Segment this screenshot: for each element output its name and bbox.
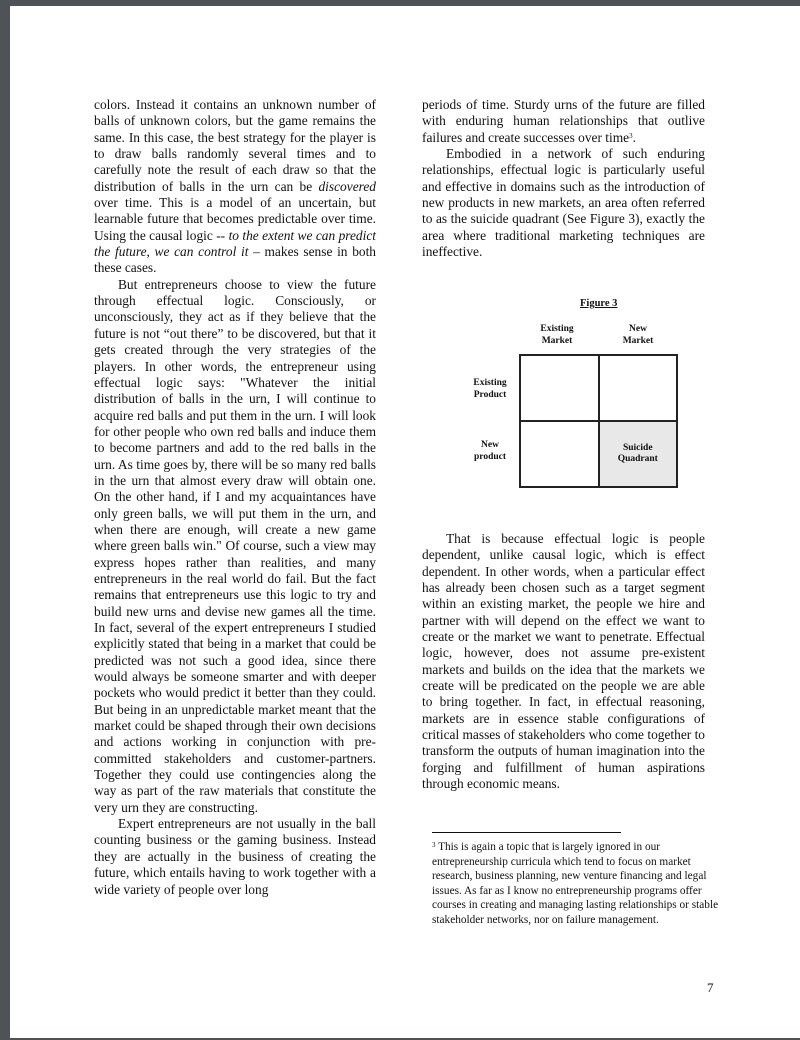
header-line: Existing <box>540 324 574 334</box>
footnote-text: This is again a topic that is largely ignored in our entrepreneurship curricula which tend to focus on market research, business planning, new venture financing and legal issues. As far as I know no entrepreneurship programs offer courses in creating and managing lasting relationships or stable stakeholder networks, nor on failure management. <box>432 841 719 926</box>
header-line: Product <box>473 389 507 400</box>
italic-text: to the extent we can predict the future, we can control it <box>94 227 376 260</box>
quadrant-grid <box>519 354 678 488</box>
footnote-reference[interactable]: 3 <box>629 131 633 140</box>
figure-title: Figure 3 <box>580 298 618 309</box>
paragraph: But entrepreneurs choose to view the future through effectual logic. Consciously, or unconsciously, they act as if they believe that the future is not “out there” to be discovered, but that it gets created through the very strategies of the players. In other words, the entrepreneur using effectual logic says: "Whatever the initial distribution of balls in the urn, I will continue to acquire red balls and put them in the urn. I will look for other people who own red balls and induce them to become partners and add to the red balls in the urn. As time goes by, there will be so many red balls in the urn that almost every draw will obtain one. On the other hand, if I and my acquaintances have only green balls, we will put them in the urn, and when there are enough, will create a new game where green balls win." Of course, such a view may express hopes rather than realities, and many entrepreneurs in the real world do fail. But the fact remains that entrepreneurs use this logic to try and build new urns and devise new games all the time. In fact, several of the expert entrepreneurs I studied explicitly stated that being in a market that could be predicted was not such a good idea, since there would always be someone smarter and with deeper pockets who would predict it better than they could. But being in an unpredictable market meant that the market could be shaped through their own decisions and actions working in conjunction with pre-committed stakeholders and customer-partners. Together they could use contingencies along the way as part of the raw materials that constitute the very urn they are constructing. <box>94 276 376 815</box>
quadrant-new-product-existing-market <box>520 421 599 487</box>
row-header-existing-product <box>460 378 520 401</box>
text-run: colors. Instead it contains an unknown number of balls of unknown colors, but the game remains the same. In this case, the best strategy for the player is to draw balls randomly several times and to carefully note the result of each draw so that the distribution of balls in the urn can be <box>94 97 376 194</box>
text-run: . <box>632 129 636 145</box>
row-header-new-product <box>460 440 520 463</box>
text-run: periods of time. Sturdy urns of the future are filled with enduring human relationships that outlive failures and create successes over time <box>422 97 705 145</box>
header-line: Market <box>541 335 573 346</box>
paragraph <box>94 97 376 277</box>
quadrant-existing-product-existing-market <box>520 355 599 421</box>
text-run: over time. This is a model of an uncertain, but learnable future that becomes predictable over time. Using the causal logic -- <box>94 195 376 243</box>
header-line: Existing <box>473 378 507 388</box>
left-column <box>94 97 376 898</box>
cell-line: Quadrant <box>617 454 658 464</box>
column-header-new-market <box>603 324 673 347</box>
page-number: 7 <box>707 980 714 995</box>
footnote-separator <box>432 832 621 833</box>
paragraph: Expert entrepreneurs are not usually in the ball counting business or the gaming business. Instead they are actually in the business of creating the future, which entails having to work together with a wide variety of people over long <box>94 816 376 897</box>
right-column-top <box>422 97 705 260</box>
italic-text: discovered <box>318 178 376 194</box>
footnote-marker: 3 <box>432 841 436 849</box>
text-run: – makes sense in both these cases. <box>94 244 376 276</box>
footnote-3 <box>432 840 722 927</box>
header-line: product <box>473 451 507 462</box>
quadrant-existing-product-new-market <box>599 355 678 421</box>
right-column-bottom <box>422 531 705 793</box>
column-header-existing-market <box>522 324 592 347</box>
paragraph: Embodied in a network of such enduring relationships, effectual logic is particularly useful and effective in domains such as the introduction of new products in new markets, an area often referred to as the suicide quadrant (See Figure 3), exactly the area where traditional marketing techniques are ineffective. <box>422 146 705 260</box>
paragraph <box>422 97 705 146</box>
cell-line: Suicide <box>622 442 653 453</box>
header-line: Market <box>622 335 654 346</box>
paragraph: That is because effectual logic is people dependent, unlike causal logic, which is effect dependent. In other words, when a particular effect has already been chosen such as a target segment within an existing market, the people we hire and partner with will depend on the effect we want to create or the market we want to penetrate. Effectual logic, however, does not assume pre-existent markets and builds on the idea that the markets we create will be predicated on the people we are able to bring together. In fact, in effectual reasoning, markets are in essence stable configurations of critical masses of stakeholders who come together to transform the outputs of human imagination into the forging and fulfillment of human aspirations through economic means. <box>422 531 705 792</box>
quadrant-suicide <box>599 421 678 487</box>
figure-3 <box>450 296 690 496</box>
header-line: New <box>629 324 647 334</box>
header-line: New <box>481 440 499 450</box>
